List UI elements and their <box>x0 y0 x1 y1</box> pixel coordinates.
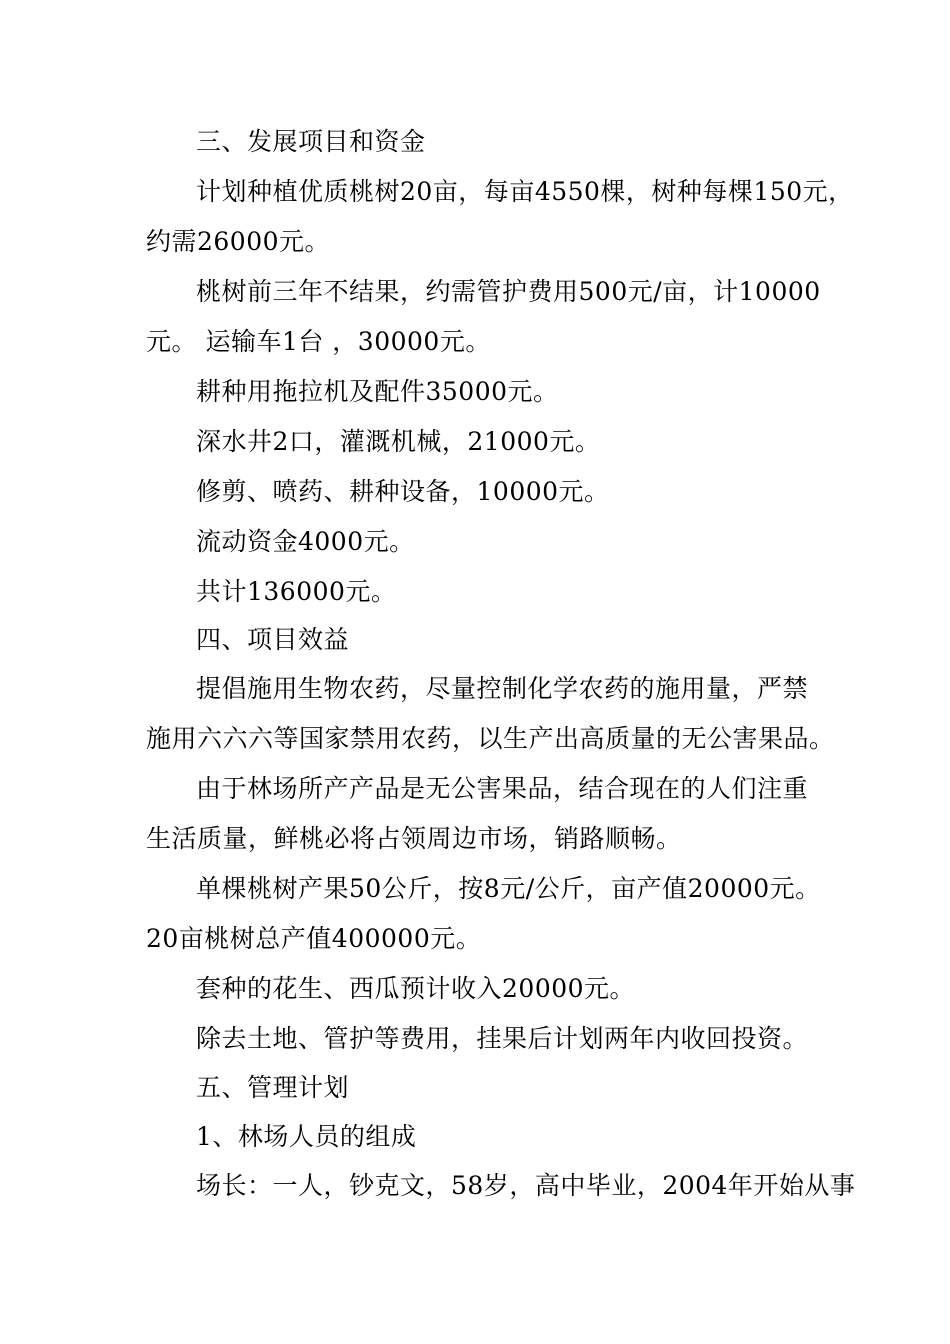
section-heading-development-funding: 三、发展项目和资金 <box>196 127 426 156</box>
paragraph-line: 套种的花生、西瓜预计收入20000元。 <box>196 974 636 1003</box>
paragraph-line: 生活质量，鲜桃必将占领周边市场，销路顺畅。 <box>146 824 682 853</box>
paragraph-line: 流动资金4000元。 <box>196 527 415 556</box>
paragraph-line: 修剪、喷药、耕种设备，10000元。 <box>196 477 610 506</box>
section-heading-management-plan: 五、管理计划 <box>196 1073 350 1102</box>
paragraph-line: 桃树前三年不结果，约需管护费用500元/亩，计10000 <box>196 277 821 306</box>
paragraph-line: 提倡施用生物农药，尽量控制化学农药的施用量，严禁 <box>196 674 809 703</box>
paragraph-line: 由于林场所产产品是无公害果品，结合现在的人们注重 <box>196 774 809 803</box>
paragraph-line: 约需26000元。 <box>146 227 331 256</box>
subsection-heading-staff-composition: 1、林场人员的组成 <box>196 1122 417 1151</box>
paragraph-line: 施用六六六等国家禁用农药，以生产出高质量的无公害果品。 <box>146 724 835 753</box>
section-heading-project-benefits: 四、项目效益 <box>196 625 350 654</box>
paragraph-line: 计划种植优质桃树20亩，每亩4550棵，树种每棵150元， <box>196 177 854 206</box>
paragraph-line: 元。 运输车1台 ，30000元。 <box>146 327 491 356</box>
paragraph-line: 深水井2口，灌溉机械，21000元。 <box>196 427 601 456</box>
paragraph-line: 单棵桃树产果50公斤，按8元/公斤，亩产值20000元。 <box>196 874 821 903</box>
paragraph-line: 共计136000元。 <box>196 577 397 606</box>
paragraph-line: 场长：一人，钞克文，58岁，高中毕业，2004年开始从事 <box>196 1171 856 1200</box>
paragraph-line: 20亩桃树总产值400000元。 <box>146 924 482 953</box>
paragraph-line: 耕种用拖拉机及配件35000元。 <box>196 377 559 406</box>
paragraph-line: 除去土地、管护等费用，挂果后计划两年内收回投资。 <box>196 1024 809 1053</box>
